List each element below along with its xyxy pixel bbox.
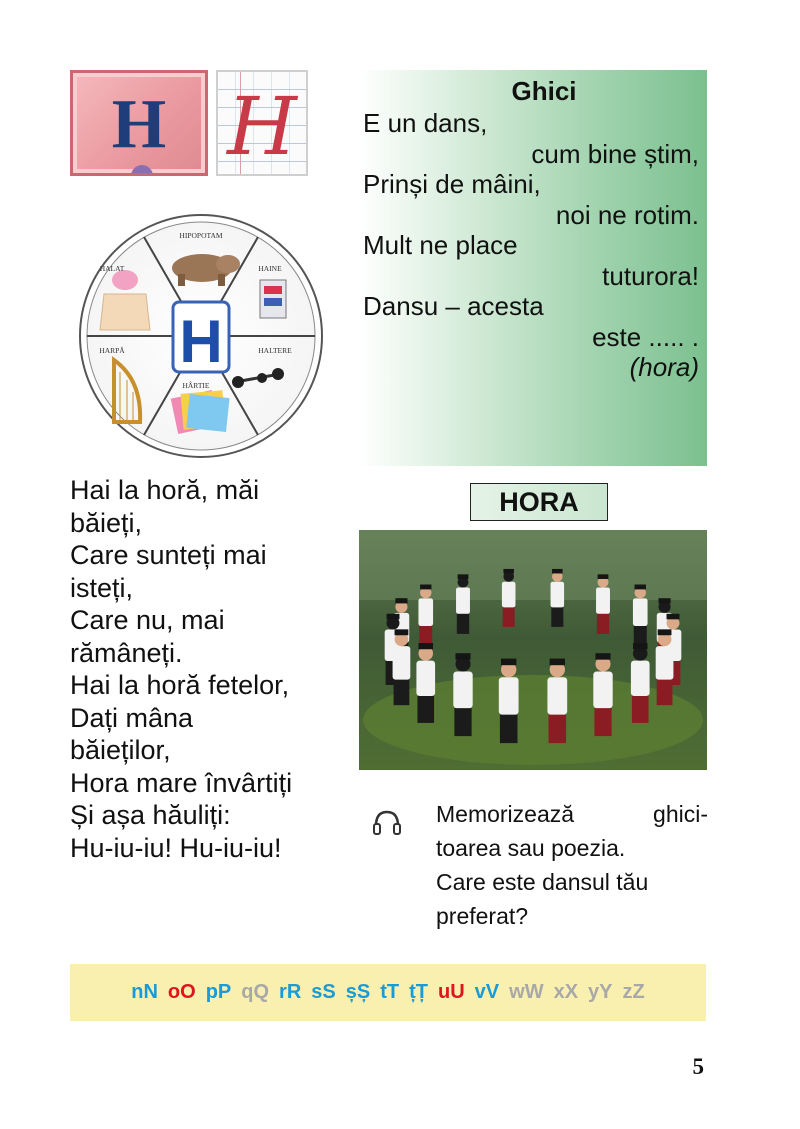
task-word: Memorizează: [436, 801, 575, 827]
alphabet-letter-pair: vV: [474, 981, 500, 1003]
wheel-label-halat: HALAT: [99, 264, 125, 273]
dancer-figure: [499, 659, 519, 743]
poem-line: Care nu, mai: [70, 605, 225, 635]
wheel-label-haine: HAINE: [258, 264, 282, 273]
dancer-figure: [633, 585, 648, 648]
dancer-figure: [393, 629, 411, 705]
dancer-figure: [456, 574, 470, 634]
poem-line: băieți,: [70, 507, 143, 538]
dancer-figure: [593, 653, 612, 736]
alphabet-letter-pair: yY: [588, 981, 613, 1003]
script-letter-card: [216, 70, 308, 176]
alphabet-letter-pair: qQ: [241, 981, 270, 1003]
alphabet-letter-pair: zZ: [622, 981, 645, 1003]
riddle-answer: (hora): [629, 352, 699, 382]
word-wheel: [70, 212, 332, 464]
task-line: preferat?: [436, 903, 529, 929]
alphabet-letter-pair: uU: [438, 981, 465, 1003]
alphabet-letter-pair: țȚ: [409, 981, 428, 1003]
alphabet-letter-pair: pP: [205, 981, 232, 1003]
riddle-line: E un dans,: [363, 108, 488, 138]
wheel-center-letter: H: [179, 308, 223, 375]
dancer-figure: [551, 569, 565, 627]
dancer-figure: [502, 569, 516, 627]
riddle-line: Prinși de mâini,: [363, 169, 541, 199]
poem-line: băieților,: [70, 735, 171, 765]
alphabet-letter-pair: tT: [380, 981, 400, 1003]
dancer-figure: [656, 629, 674, 705]
task-line: toarea sau poezia.: [436, 835, 626, 861]
poem-line: Dați mâna: [70, 702, 194, 733]
dancer-figure: [418, 585, 433, 648]
poem: [70, 474, 360, 864]
riddle-title: Ghici: [511, 76, 577, 106]
task-line: [436, 797, 708, 831]
wheel-label-haltere: HALTERE: [258, 346, 292, 355]
script-letter: H: [227, 80, 297, 173]
alphabet-letter-pair: oO: [167, 981, 196, 1003]
riddle-box: [359, 70, 707, 466]
poem-line: Hora mare învârtiți: [70, 767, 293, 798]
poem-line: Hu-iu-iu! Hu-iu-iu!: [70, 832, 282, 863]
headphones-icon: [372, 808, 402, 838]
task-line: Care este dansul tău: [436, 869, 649, 895]
riddle-line: este ..... .: [592, 321, 699, 352]
alphabet-letter-pair: wW: [509, 981, 544, 1003]
dancer-figure: [631, 643, 650, 723]
dancer-figure: [416, 643, 435, 723]
wheel-label-hipopotam: HIPOPOTAM: [179, 231, 223, 240]
clothes-picture: [260, 280, 286, 318]
poem-line: Care sunteți mai: [70, 540, 267, 570]
alphabet-letter-pair: șȘ: [345, 981, 371, 1003]
wheel-label-hartie: HÂRTIE: [182, 381, 210, 390]
alphabet-strip: [70, 964, 706, 1021]
poem-line: Hai la horă, măi: [70, 475, 260, 505]
alphabet-letter-pair: sS: [311, 981, 336, 1003]
riddle-line: Dansu – acesta: [363, 291, 544, 321]
hora-label: HORA: [470, 483, 608, 521]
poem-line: isteți,: [70, 572, 134, 603]
riddle-line: noi ne rotim.: [555, 199, 699, 230]
poem-line: Hai la horă fetelor,: [70, 670, 290, 700]
poem-line: rămâneți.: [70, 637, 183, 668]
poem-line: Și așa hăuliți:: [70, 800, 231, 830]
alphabet-letter-pair: nN: [131, 981, 158, 1003]
alphabet-letter-pair: rR: [279, 981, 302, 1003]
page-number: 5: [692, 1054, 704, 1079]
task-text: [436, 797, 708, 933]
riddle-line: Mult ne place: [363, 230, 518, 260]
printed-letter-card: [70, 70, 208, 176]
wheel-label-harpa: HARPĂ: [99, 346, 125, 355]
alphabet-letter-pair: xX: [553, 981, 579, 1003]
dancer-figure: [596, 574, 610, 634]
card-dot-decoration: [131, 165, 153, 176]
dancer-figure: [547, 659, 567, 743]
hora-dance-photo: [359, 530, 707, 770]
riddle-line: tuturora!: [602, 260, 699, 291]
riddle-line: cum bine știm,: [531, 138, 699, 169]
task-word: ghici-: [653, 801, 708, 827]
dancer-figure: [453, 653, 472, 736]
printed-letter: H: [111, 86, 167, 163]
